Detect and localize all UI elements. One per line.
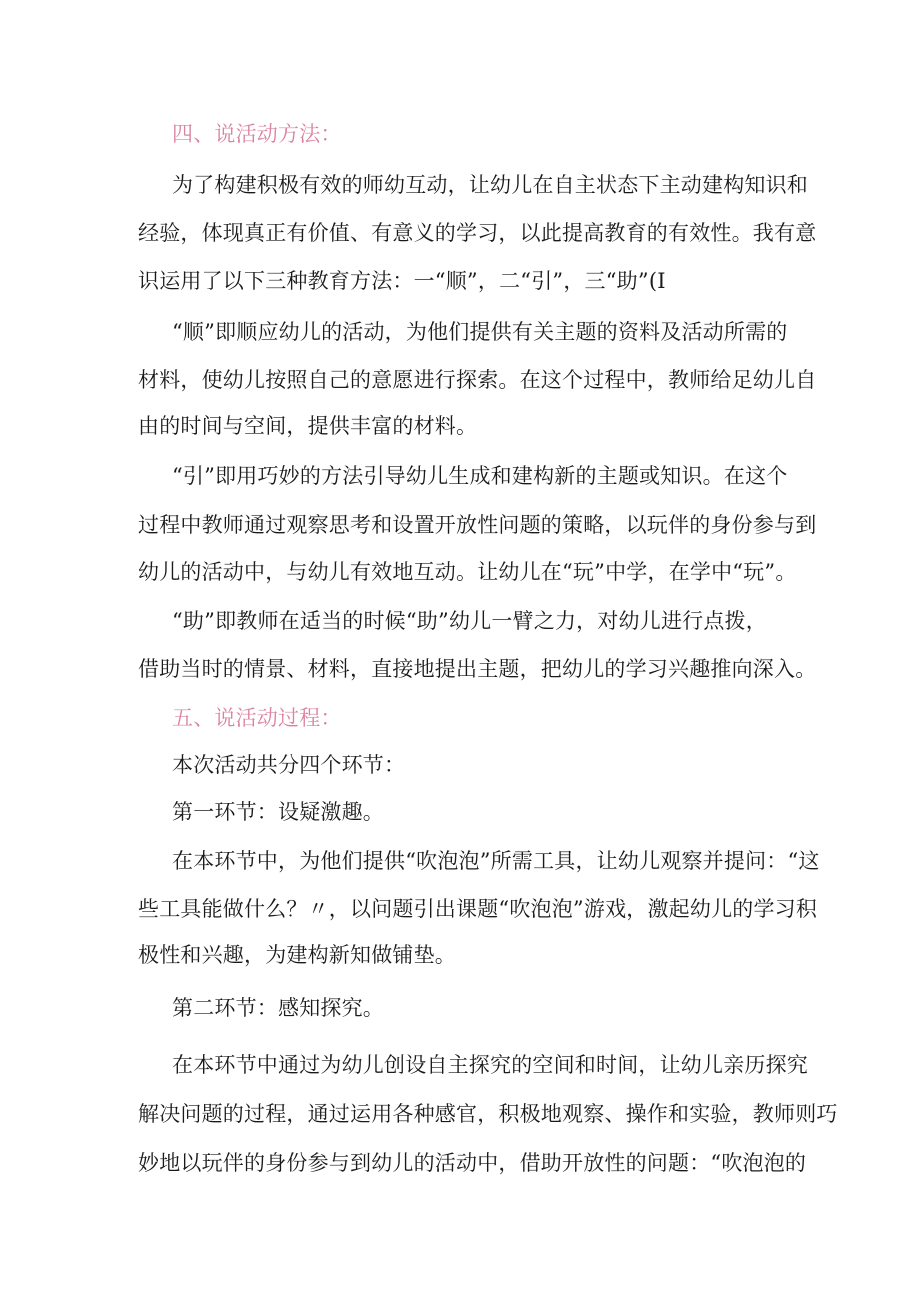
- paragraph-line: 经验，体现真正有价值、有意义的学习，以此提高教育的有效性。我有意: [138, 221, 817, 245]
- paragraph-line: 在本环节中通过为幼儿创设自主探究的空间和时间，让幼儿亲历探究: [172, 1053, 808, 1077]
- paragraph-line: 由的时间与空间，提供丰富的材料。: [138, 414, 478, 438]
- paragraph-line: 本次活动共分四个环节：: [172, 753, 406, 777]
- paragraph-line: 为了构建积极有效的师幼互动，让幼儿在自主状态下主动建构知识和: [172, 173, 808, 197]
- section-heading-process: 五、说活动过程：: [172, 706, 342, 730]
- paragraph-line: 妙地以玩伴的身份参与到幼儿的活动中，借助开放性的问题：“吹泡泡的: [138, 1151, 807, 1175]
- paragraph-line: 些工具能做什么？〃，以问题引出课题“吹泡泡”游戏，激起幼儿的学习积: [138, 897, 818, 921]
- paragraph-line: “助”即教师在适当的时候“助”幼儿一臂之力，对幼儿进行点拨，: [172, 609, 767, 633]
- paragraph-line: “引”即用巧妙的方法引导幼儿生成和建构新的主题或知识。在这个: [172, 464, 788, 488]
- paragraph-line: 识运用了以下三种教育方法：一“顺”，二“引”，三“助”(I: [138, 269, 666, 293]
- paragraph-line: “顺”即顺应幼儿的活动，为他们提供有关主题的资料及活动所需的: [172, 320, 788, 344]
- step-title: 第二环节：感知探究。: [172, 996, 384, 1020]
- paragraph-line: 材料，使幼儿按照自己的意愿进行探索。在这个过程中，教师给足幼儿自: [138, 368, 817, 392]
- paragraph-line: 幼儿的活动中，与幼儿有效地互动。让幼儿在“玩”中学，在学中“玩”。: [138, 560, 797, 584]
- section-heading-method: 四、说活动方法：: [172, 122, 342, 146]
- paragraph-line: 过程中教师通过观察思考和设置开放性问题的策略，以玩伴的身份参与到: [138, 513, 817, 537]
- step-title: 第一环节：设疑激趣。: [172, 800, 384, 824]
- paragraph-line: 在本环节中，为他们提供“吹泡泡”所需工具，让幼儿观察并提问：“这: [172, 849, 820, 873]
- paragraph-line: 借助当时的情景、材料，直接地提出主题，把幼儿的学习兴趣推向深入。: [138, 657, 817, 681]
- paragraph-line: 解决问题的过程，通过运用各种感官，积极地观察、操作和实验，教师则巧: [138, 1102, 838, 1126]
- paragraph-line: 极性和兴趣，为建构新知做铺垫。: [138, 943, 456, 967]
